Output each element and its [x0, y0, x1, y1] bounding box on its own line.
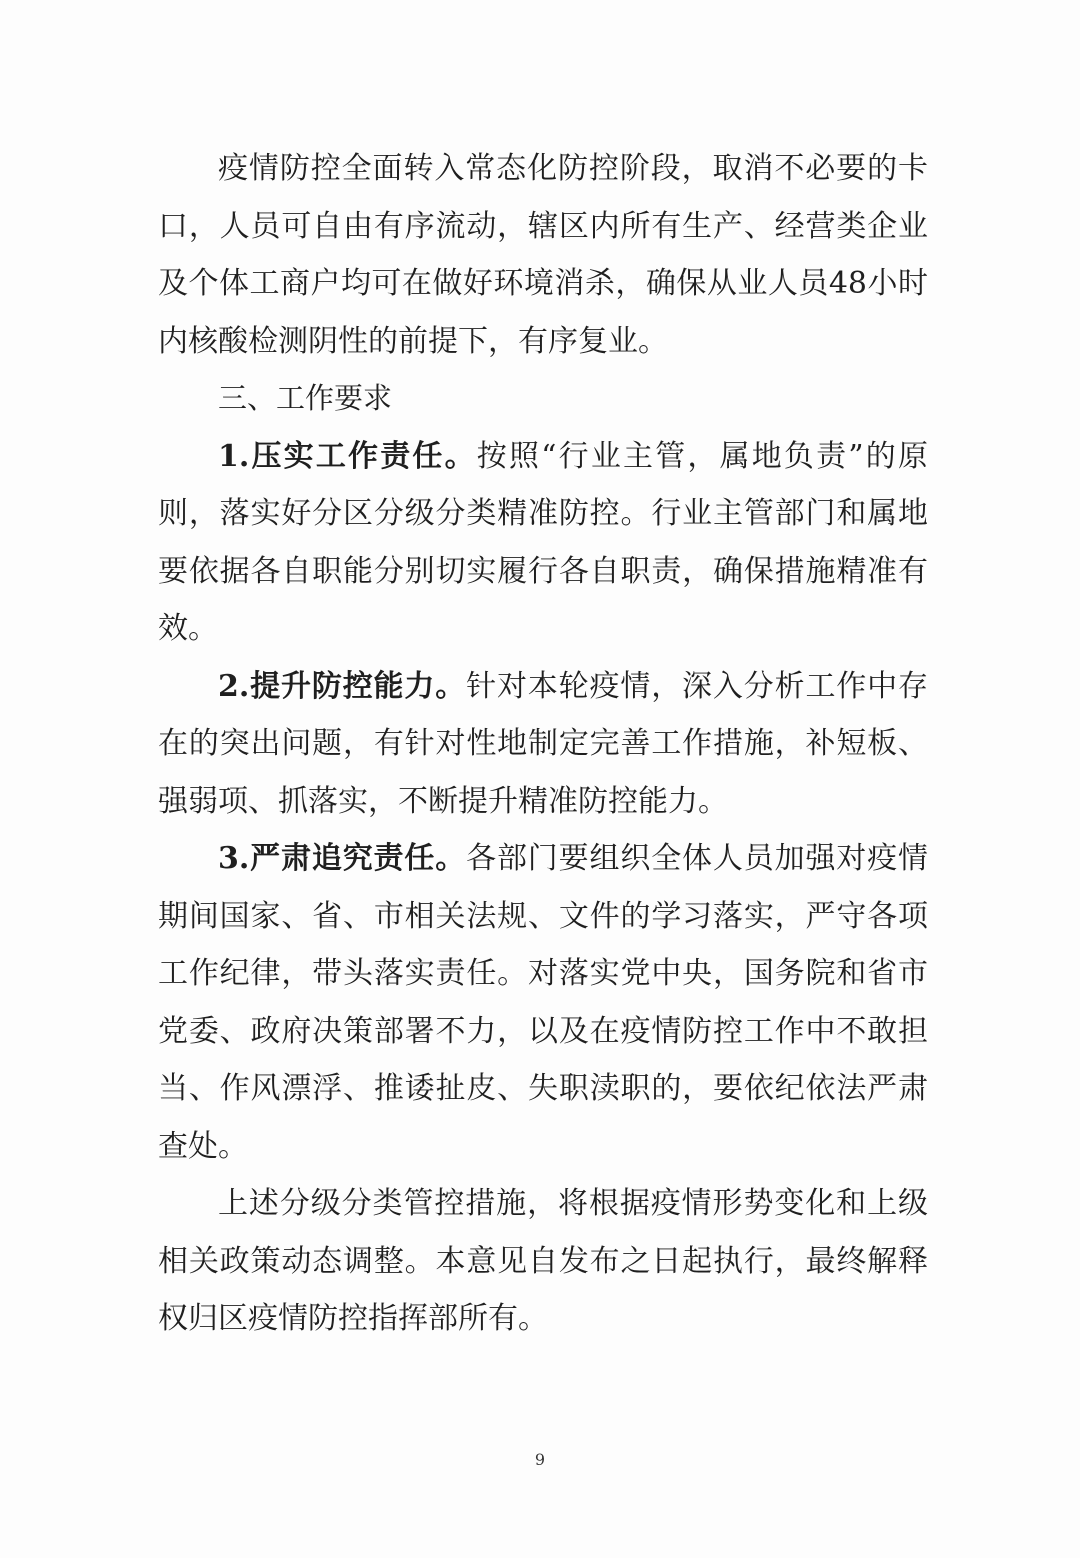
closing-paragraph: 上述分级分类管控措施，将根据疫情形势变化和上级相关政策动态调整。本意见自发布之日起执行，最终解释权归区疫情防控指挥部所有。 — [158, 1186, 928, 1336]
requirement-item-1-title: 1.压实工作责任。 — [218, 438, 477, 474]
requirement-item-2 — [158, 658, 928, 831]
requirement-item-3-body: 各部门要组织全体人员加强对疫情期间国家、省、市相关法规、文件的学习落实，严守各项工作纪律，带头落实责任。对落实党中央，国务院和省市党委、政府决策部署不力，以及在疫情防控工作中不敢担当、作风漂浮、推诿扯皮、失职渎职的，要依纪依法严肃查处。 — [158, 841, 928, 1164]
requirement-item-3-title: 3.严肃追究责任。 — [218, 841, 467, 876]
requirement-item-3 — [158, 830, 928, 1175]
paragraph-normalization: 疫情防控全面转入常态化防控阶段，取消不必要的卡口，人员可自由有序流动，辖区内所有生产、经营类企业及个体工商户均可在做好环境消杀，确保从业人员48小时内核酸检测阴性的前提下，有序复业。 — [158, 151, 928, 359]
page-number: 9 — [534, 1450, 546, 1469]
requirement-item-2-body: 针对本轮疫情，深入分析工作中存在的突出问题，有针对性地制定完善工作措施，补短板、强弱项、抓落实，不断提升精准防控能力。 — [158, 668, 928, 819]
document-body — [158, 140, 928, 1348]
section-heading: 三、工作要求 — [218, 381, 393, 415]
requirement-item-2-title: 2.提升防控能力。 — [218, 668, 467, 704]
requirement-item-1 — [158, 428, 928, 658]
requirement-item-1-body: 按照“行业主管，属地负责”的原则，落实好分区分级分类精准防控。行业主管部门和属地要依据各自职能分别切实履行各自职责，确保措施精准有效。 — [158, 438, 928, 646]
